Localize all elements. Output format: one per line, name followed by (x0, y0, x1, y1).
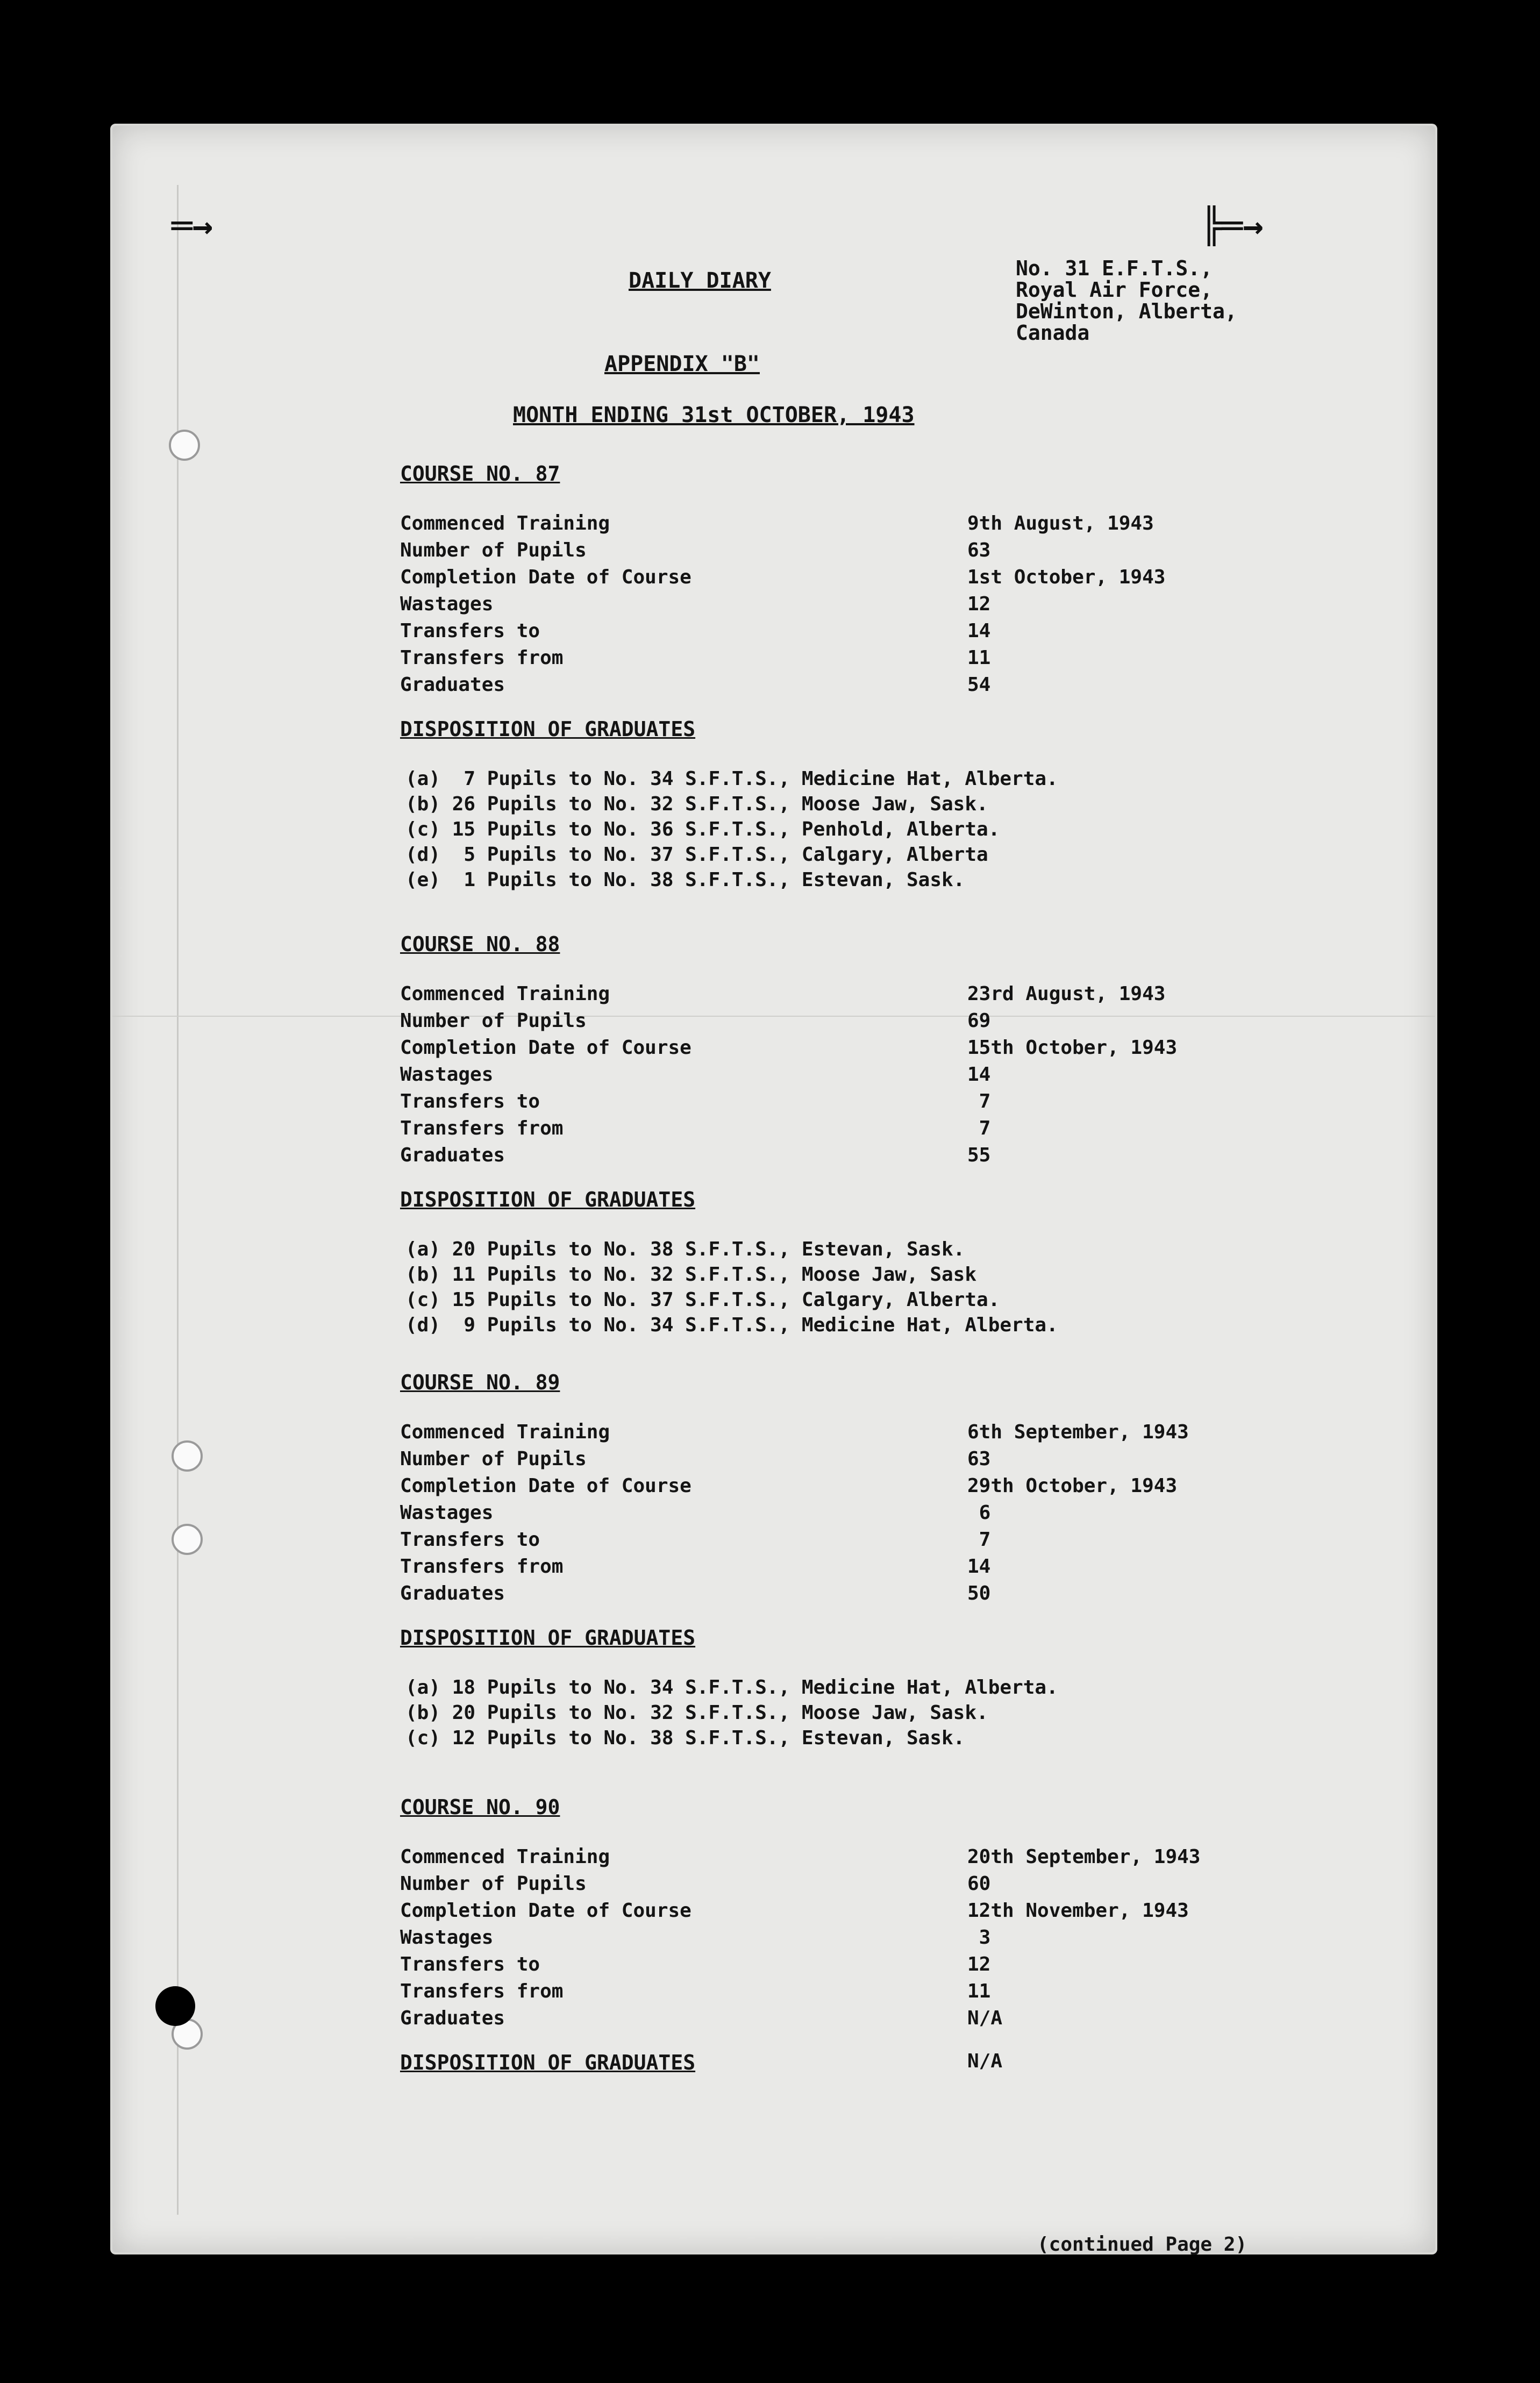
stat-label: Completion Date of Course (400, 566, 691, 588)
appendix-title: APPENDIX "B" (604, 352, 760, 376)
stat-label: Transfers from (400, 1117, 564, 1139)
stat-value: 12 (967, 1953, 991, 1975)
disposition-item: (a) 20 Pupils to No. 38 S.F.T.S., Estevan, Sask. (405, 1238, 965, 1260)
paper-clip-mark-left: ═→ (172, 206, 213, 246)
stat-label: Number of Pupils (400, 1448, 587, 1470)
punch-hole (172, 1440, 203, 1472)
disposition-value: N/A (967, 2050, 1003, 2072)
stat-value: 1st October, 1943 (967, 566, 1166, 588)
stat-label: Wastages (400, 1064, 494, 1086)
disposition-item: (b) 26 Pupils to No. 32 S.F.T.S., Moose Jaw, Sask. (405, 793, 988, 815)
unit-address (1016, 258, 1237, 344)
disposition-item: (b) 11 Pupils to No. 32 S.F.T.S., Moose Jaw, Sask (405, 1264, 977, 1286)
stat-label: Transfers to (400, 1090, 540, 1112)
stat-label: Wastages (400, 1502, 494, 1524)
page-inner-border (177, 185, 1403, 2215)
disposition-item: (c) 15 Pupils to No. 37 S.F.T.S., Calgary, Alberta. (405, 1289, 1000, 1311)
stat-label: Transfers from (400, 1980, 564, 2002)
stat-value: 6 (967, 1502, 991, 1524)
stat-value: 29th October, 1943 (967, 1475, 1178, 1497)
stat-label: Graduates (400, 1144, 505, 1166)
stat-label: Wastages (400, 593, 494, 615)
stat-value: 63 (967, 539, 991, 561)
disposition-item: (c) 12 Pupils to No. 38 S.F.T.S., Estevan, Sask. (405, 1727, 965, 1749)
diary-title: DAILY DIARY (629, 268, 771, 293)
stat-label: Transfers to (400, 1529, 540, 1551)
address-line: Canada (1016, 321, 1090, 345)
stat-label: Commenced Training (400, 1846, 610, 1868)
stat-value: 14 (967, 1556, 991, 1578)
stat-label: Transfers from (400, 1556, 564, 1578)
stat-value: 60 (967, 1873, 991, 1895)
stat-value: 9th August, 1943 (967, 512, 1154, 534)
fold-line (112, 1016, 1435, 1017)
course-title: COURSE NO. 90 (400, 1795, 560, 1819)
stat-value: 12 (967, 593, 991, 615)
course-title: COURSE NO. 87 (400, 462, 560, 486)
stat-label: Transfers to (400, 620, 540, 642)
disposition-item: (d) 5 Pupils to No. 37 S.F.T.S., Calgary, Alberta (405, 844, 988, 866)
disposition-item: (e) 1 Pupils to No. 38 S.F.T.S., Estevan, Sask. (405, 869, 965, 891)
disposition-title: DISPOSITION OF GRADUATES (400, 1188, 696, 1211)
stat-value: 50 (967, 1582, 991, 1604)
stat-label: Number of Pupils (400, 539, 587, 561)
month-title: MONTH ENDING 31st OCTOBER, 1943 (513, 403, 915, 427)
punch-hole-dark (155, 1986, 195, 2026)
stat-label: Completion Date of Course (400, 1037, 691, 1059)
stat-value: 69 (967, 1010, 991, 1032)
stat-label: Number of Pupils (400, 1873, 587, 1895)
stat-value: N/A (967, 2007, 1003, 2029)
address-line: No. 31 E.F.T.S., (1016, 256, 1213, 280)
address-line: DeWinton, Alberta, (1016, 299, 1237, 323)
stat-value: 14 (967, 620, 991, 642)
stat-value: 54 (967, 674, 991, 696)
course-title: COURSE NO. 88 (400, 932, 560, 956)
stat-label: Number of Pupils (400, 1010, 587, 1032)
stat-value: 7 (967, 1117, 991, 1139)
stat-label: Graduates (400, 1582, 505, 1604)
stat-label: Commenced Training (400, 983, 610, 1005)
stat-value: 6th September, 1943 (967, 1421, 1189, 1443)
address-line: Royal Air Force, (1016, 278, 1213, 302)
disposition-item: (d) 9 Pupils to No. 34 S.F.T.S., Medicine Hat, Alberta. (405, 1314, 1058, 1336)
disposition-title: DISPOSITION OF GRADUATES (400, 717, 696, 741)
stat-value: 63 (967, 1448, 991, 1470)
stat-value: 12th November, 1943 (967, 1900, 1189, 1922)
stat-value: 15th October, 1943 (967, 1037, 1178, 1059)
stat-label: Wastages (400, 1927, 494, 1949)
disposition-item: (a) 18 Pupils to No. 34 S.F.T.S., Medicine Hat, Alberta. (405, 1676, 1058, 1699)
stat-value: 3 (967, 1927, 991, 1949)
stat-label: Commenced Training (400, 1421, 610, 1443)
stat-label: Transfers from (400, 647, 564, 669)
stat-value: 7 (967, 1529, 991, 1551)
paper-clip-mark-right: ╠═→ (1201, 206, 1264, 246)
disposition-item: (c) 15 Pupils to No. 36 S.F.T.S., Penhold, Alberta. (405, 818, 1000, 840)
stat-label: Commenced Training (400, 512, 610, 534)
stat-label: Transfers to (400, 1953, 540, 1975)
continued-note: (continued Page 2) (1037, 2234, 1247, 2256)
disposition-item: (b) 20 Pupils to No. 32 S.F.T.S., Moose Jaw, Sask. (405, 1702, 988, 1724)
document-page (110, 124, 1437, 2254)
punch-hole (169, 430, 200, 461)
disposition-title: DISPOSITION OF GRADUATES (400, 1626, 696, 1650)
stat-value: 55 (967, 1144, 991, 1166)
stat-value: 14 (967, 1064, 991, 1086)
stat-label: Completion Date of Course (400, 1900, 691, 1922)
stat-value: 11 (967, 1980, 991, 2002)
stat-label: Completion Date of Course (400, 1475, 691, 1497)
stat-label: Graduates (400, 2007, 505, 2029)
stat-value: 11 (967, 647, 991, 669)
stat-label: Graduates (400, 674, 505, 696)
course-title: COURSE NO. 89 (400, 1371, 560, 1394)
stat-value: 23rd August, 1943 (967, 983, 1166, 1005)
stat-value: 7 (967, 1090, 991, 1112)
disposition-item: (a) 7 Pupils to No. 34 S.F.T.S., Medicine Hat, Alberta. (405, 768, 1058, 790)
disposition-title: DISPOSITION OF GRADUATES (400, 2051, 696, 2074)
punch-hole (172, 1524, 203, 1555)
stat-value: 20th September, 1943 (967, 1846, 1201, 1868)
